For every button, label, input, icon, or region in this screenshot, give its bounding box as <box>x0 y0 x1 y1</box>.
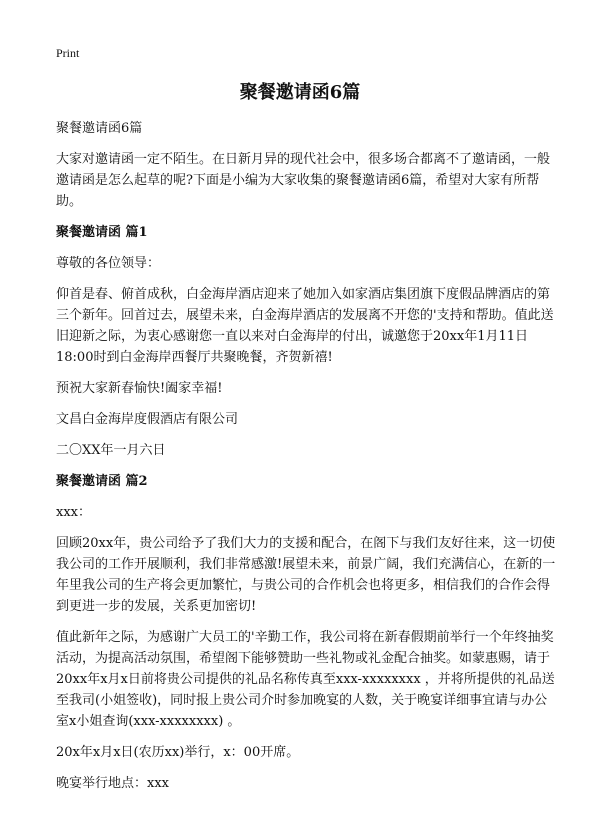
section2-heading: 聚餐邀请函 篇2 <box>56 474 148 489</box>
section2-paragraph-1: 回顾20xx年，贵公司给予了我们大力的支援和配合，在阁下与我们友好往来，这一切使我公司的工作开展顺利，我们非常感激!展望未来，前景广阔，我们充满信心，在新的一年里我公司的生产将会更加繁忙，与贵公司的合作机会也将更多，相信我们的合作会得到更进一步的发展，关系更加密切! <box>56 536 556 614</box>
document-title: 聚餐邀请函6篇 <box>239 82 361 103</box>
print-link[interactable]: Print <box>56 46 80 60</box>
document-body <box>56 118 556 794</box>
section2-salutation: xxx： <box>56 505 91 520</box>
section2-time-line: 20x年x月x日(农历xx)举行，x：00开席。 <box>56 745 300 760</box>
section2-venue-line: 晚宴举行地点：xxx <box>56 776 169 791</box>
section1-heading: 聚餐邀请函 篇1 <box>56 225 148 240</box>
section2-paragraph-2: 值此新年之际，为感谢广大员工的'辛勤工作，我公司将在新春假期前举行一个年终抽奖活动，为提高活动氛围，希望阁下能够赞助一些礼物或礼金配合抽奖。如蒙惠赐，请于20xx年x月x日前将贵公司提供的礼品名称传真至xxx-xxxxxxxx ，并将所提供的礼品送至我司(小姐签收)，同时报上贵公司介时参加晚宴的人数，关于晚宴详细事宜请与办公室x小姐查询(xxx-xxxxxxxx) 。 <box>56 630 555 729</box>
intro-paragraph: 大家对邀请函一定不陌生。在日新月异的现代社会中，很多场合都离不了邀请函，一般邀请函是怎么起草的呢?下面是小编为大家收集的聚餐邀请函6篇，希望对大家有所帮助。 <box>56 152 551 209</box>
section1-salutation: 尊敬的各位领导： <box>56 256 161 271</box>
section1-signature: 文昌白金海岸度假酒店有限公司 <box>56 412 239 427</box>
section1-body: 仰首是春、俯首成秋，白金海岸酒店迎来了她加入如家酒店集团旗下度假品牌酒店的第三个新年。回首过去，展望未来，白金海岸酒店的发展离不开您的'支持和帮助。值此送旧迎新之际，为衷心感谢您一直以来对白金海岸的付出，诚邀您于20xx年1月11日18:00时到白金海岸西餐厅共聚晚餐，齐贺新禧! <box>56 287 554 365</box>
document-subtitle: 聚餐邀请函6篇 <box>56 121 143 136</box>
section1-date: 二〇XX年一月六日 <box>56 443 166 458</box>
section1-wish: 预祝大家新春愉快!阖家幸福! <box>56 381 223 396</box>
